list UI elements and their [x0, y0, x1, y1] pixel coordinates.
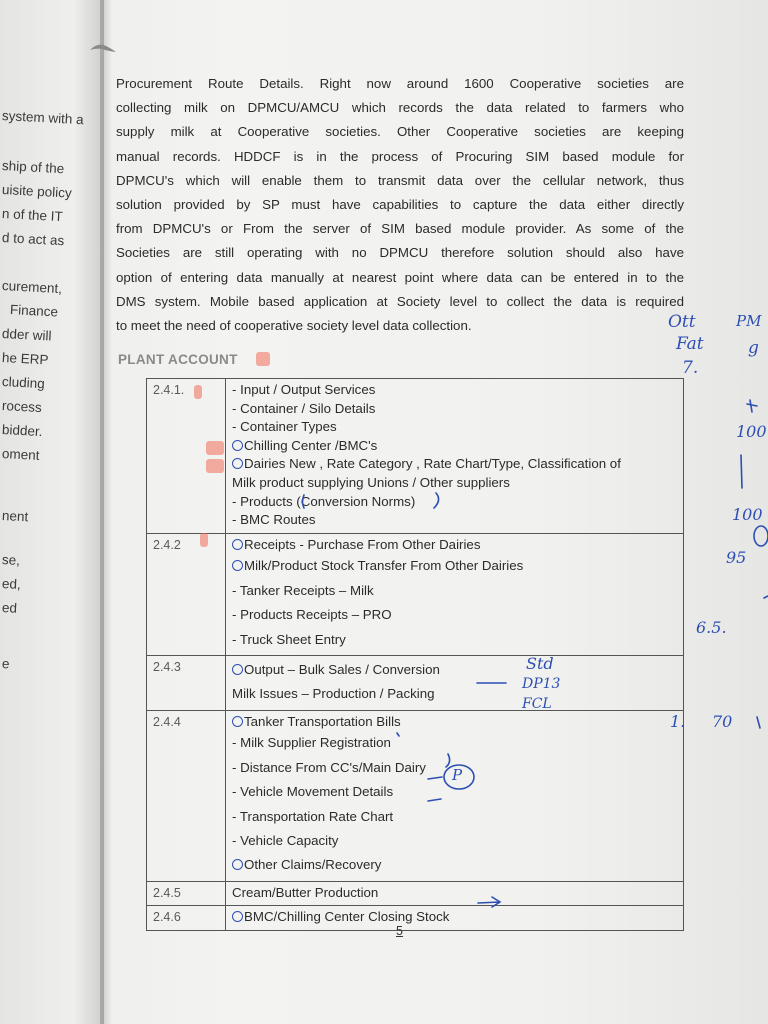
handwritten-note: g — [748, 338, 759, 358]
list-item: - Products Receipts – PRO — [232, 607, 392, 623]
highlighter-mark — [256, 352, 270, 366]
circle-mark-icon — [232, 911, 243, 922]
list-item: - Vehicle Capacity — [232, 833, 339, 848]
handwritten-note: P — [452, 766, 463, 784]
handwritten-note: Std — [526, 654, 554, 673]
list-item: - Distance From CC's/Main Dairy — [232, 759, 426, 775]
paragraph-line: manual records. HDDCF is in the process of Procuring SIM based module for — [116, 148, 684, 164]
list-item — [232, 455, 677, 474]
list-item — [232, 554, 677, 578]
paragraph-line: solution provided by SP must have capabilities to capture the data either directly — [116, 197, 684, 213]
row-number: 2.4.6 — [147, 906, 226, 931]
prev-page-text: rocess — [1, 398, 43, 416]
circle-mark-icon — [232, 859, 243, 870]
handwritten-note: Fat — [676, 334, 704, 354]
paragraph-line: option of entering data manually at nearest point where data can be entered in to the — [116, 269, 684, 285]
prev-page-text: ed — [1, 600, 18, 616]
paragraph-line: collecting milk on DPMCU/AMCU which records the data related to farmers who — [116, 100, 684, 116]
list-item: Milk Issues – Production / Packing — [232, 686, 435, 702]
list-item-text: Other Claims/Recovery — [244, 857, 382, 873]
row-items — [226, 881, 684, 906]
list-item — [232, 658, 677, 682]
prev-page-text: he ERP — [1, 350, 49, 368]
highlighter-mark — [194, 385, 202, 399]
row-items — [226, 906, 684, 931]
prev-page-text: ed, — [1, 576, 22, 592]
list-item — [232, 853, 677, 877]
table-row — [147, 533, 684, 655]
row-number: 2.4.3 — [147, 655, 226, 710]
table-row — [147, 379, 684, 534]
prev-page-text: oment — [1, 446, 40, 463]
paragraph-line: DPMCU's which will enable them to transmit data over the cellular network, thus — [116, 172, 684, 188]
handwritten-note: PM — [736, 312, 762, 330]
list-item — [232, 713, 677, 732]
list-item: - Container / Silo Details — [232, 400, 376, 416]
row-items — [226, 379, 684, 534]
highlighter-mark — [206, 441, 224, 455]
prev-page-text: e — [1, 656, 10, 672]
circle-mark-icon — [232, 716, 243, 727]
handwritten-note: 95 — [726, 548, 747, 567]
paragraph-line: DMS system. Mobile based application at Society level to collect the data is required — [116, 293, 684, 309]
list-item: - Transportation Rate Chart — [232, 808, 394, 824]
row-number: 2.4.5 — [147, 881, 226, 906]
prev-page-text: ship of the — [1, 158, 65, 177]
row-number: 2.4.4 — [147, 710, 226, 881]
list-item-text: Tanker Transportation Bills — [244, 713, 401, 729]
section-heading: PLANT ACCOUNT — [118, 352, 238, 367]
list-item-text: Output – Bulk Sales / Conversion — [244, 661, 440, 677]
prev-page-text: dder will — [1, 326, 52, 344]
paragraph-line-text: Procurement Route Details. Right now around 1600 Cooperative societies are — [116, 76, 684, 91]
handwritten-note: 70 — [712, 712, 733, 731]
paragraph-line — [116, 72, 684, 96]
table-row — [147, 906, 684, 931]
list-item-text: Milk/Product Stock Transfer From Other Dairies — [244, 558, 524, 574]
handwritten-note: 100 — [736, 422, 767, 441]
list-item: Cream/Butter Production — [232, 884, 379, 900]
handwritten-note: 7. — [682, 358, 699, 378]
prev-page-text: cluding — [1, 374, 46, 392]
list-item-text: BMC/Chilling Center Closing Stock — [244, 909, 450, 925]
list-item: - Vehicle Movement Details — [232, 784, 394, 800]
list-item: - BMC Routes — [232, 512, 316, 528]
list-item — [232, 437, 677, 456]
list-item: Milk product supplying Unions / Other suppliers — [232, 474, 510, 490]
prev-page-text: uisite policy — [1, 182, 73, 201]
list-item: - Container Types — [232, 419, 337, 435]
circle-mark-icon — [232, 458, 243, 469]
list-item: - Milk Supplier Registration — [232, 735, 391, 751]
row-number: 2.4.1. — [147, 379, 226, 534]
page-number: 5 — [396, 924, 403, 938]
prev-page-text: bidder. — [1, 422, 43, 440]
circle-mark-icon — [232, 664, 243, 675]
handwritten-note: DP13 — [522, 676, 561, 692]
circle-mark-icon — [232, 539, 243, 550]
main-page — [108, 0, 768, 1024]
paragraph-line: Societies are still operating with no DPMCU therefore solution should also have — [116, 245, 684, 261]
row-number: 2.4.2 — [147, 533, 226, 655]
plant-account-table — [146, 378, 684, 931]
list-item-text: Chilling Center /BMC's — [244, 437, 378, 453]
row-items — [226, 710, 684, 881]
paragraph-line: supply milk at Cooperative societies. Other Cooperative societies are keeping — [116, 124, 684, 140]
prev-page-text: Finance — [9, 302, 59, 320]
list-item-text: Receipts - Purchase From Other Dairies — [244, 536, 481, 552]
row-items — [226, 655, 684, 710]
handwritten-note: 100 — [732, 505, 763, 524]
table-row — [147, 881, 684, 906]
list-item — [232, 536, 677, 555]
handwritten-note: 6.5. — [696, 618, 727, 637]
paragraph-line: to meet the need of cooperative society level data collection. — [116, 318, 472, 334]
paragraph — [116, 72, 684, 338]
circle-mark-icon — [232, 440, 243, 451]
handwritten-note: 1. — [670, 712, 686, 731]
list-item-text: Dairies New , Rate Category , Rate Chart/Type, Classification of — [244, 456, 621, 472]
highlighter-mark — [200, 533, 208, 547]
prev-page-text: d to act as — [1, 230, 65, 249]
paragraph-line: from DPMCU's or From the server of SIM based module provider. As some of the — [116, 221, 684, 237]
list-item — [232, 908, 677, 927]
circle-mark-icon — [232, 560, 243, 571]
handwritten-note: FCL — [522, 696, 552, 712]
list-item: - Products (Conversion Norms) — [232, 493, 416, 509]
prev-page-text: system with a — [1, 108, 85, 128]
highlighter-mark — [206, 459, 224, 473]
list-item: - Truck Sheet Entry — [232, 631, 346, 647]
prev-page-text: curement, — [1, 278, 63, 297]
list-item: - Tanker Receipts – Milk — [232, 582, 374, 598]
prev-page-text: nent — [1, 508, 29, 525]
prev-page-text: se, — [1, 552, 21, 568]
row-items — [226, 533, 684, 655]
previous-page-strip — [0, 0, 104, 1024]
list-item: - Input / Output Services — [232, 382, 376, 397]
table-row — [147, 710, 684, 881]
table-row — [147, 655, 684, 710]
prev-page-text: n of the IT — [1, 206, 64, 225]
handwritten-note: Ott — [668, 312, 696, 332]
